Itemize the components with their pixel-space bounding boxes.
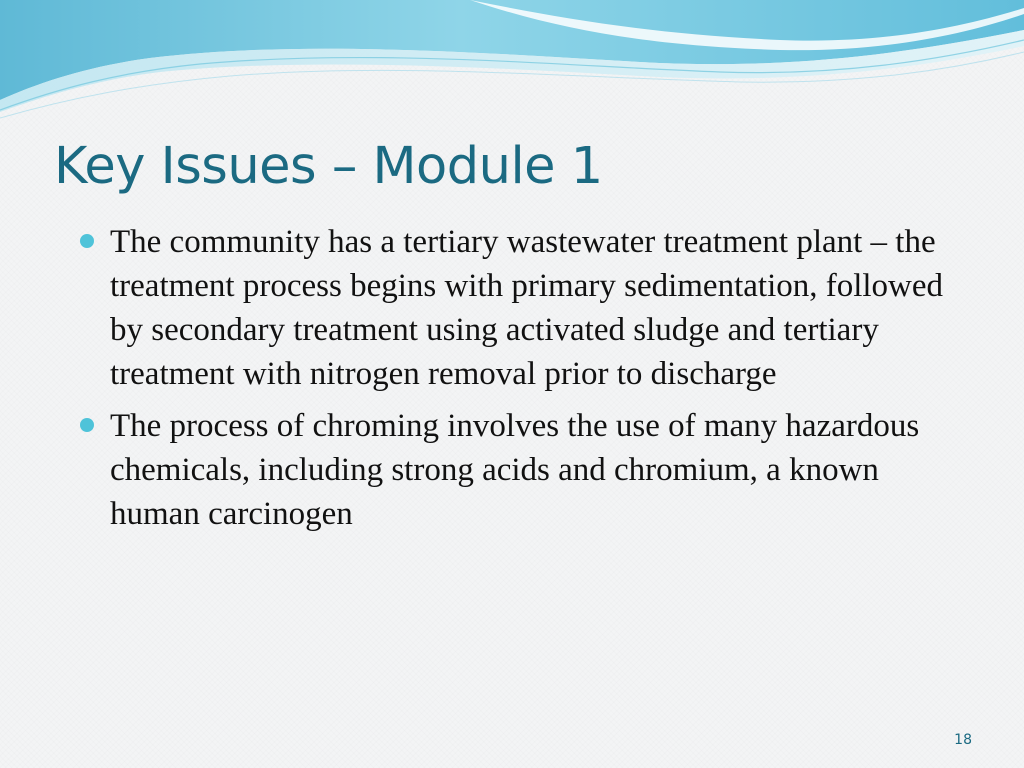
bullet-text: The process of chroming involves the use of many hazardous chemicals, including strong acids and chromium, a known human carcinogen	[110, 408, 920, 532]
header-wave-decoration	[0, 0, 1024, 130]
page-number: 18	[954, 732, 972, 748]
bullet-dot-icon	[80, 234, 94, 248]
slide-title: Key Issues – Module 1	[54, 137, 603, 196]
bullet-list	[80, 220, 950, 544]
bullet-item	[80, 404, 950, 536]
bullet-dot-icon	[80, 418, 94, 432]
bullet-item	[80, 220, 950, 396]
bullet-text: The community has a tertiary wastewater treatment plant – the treatment process begins with primary sedimentation, followed by secondary treatment using activated sludge and tertiary treatment with nitrogen removal prior to discharge	[110, 224, 944, 392]
